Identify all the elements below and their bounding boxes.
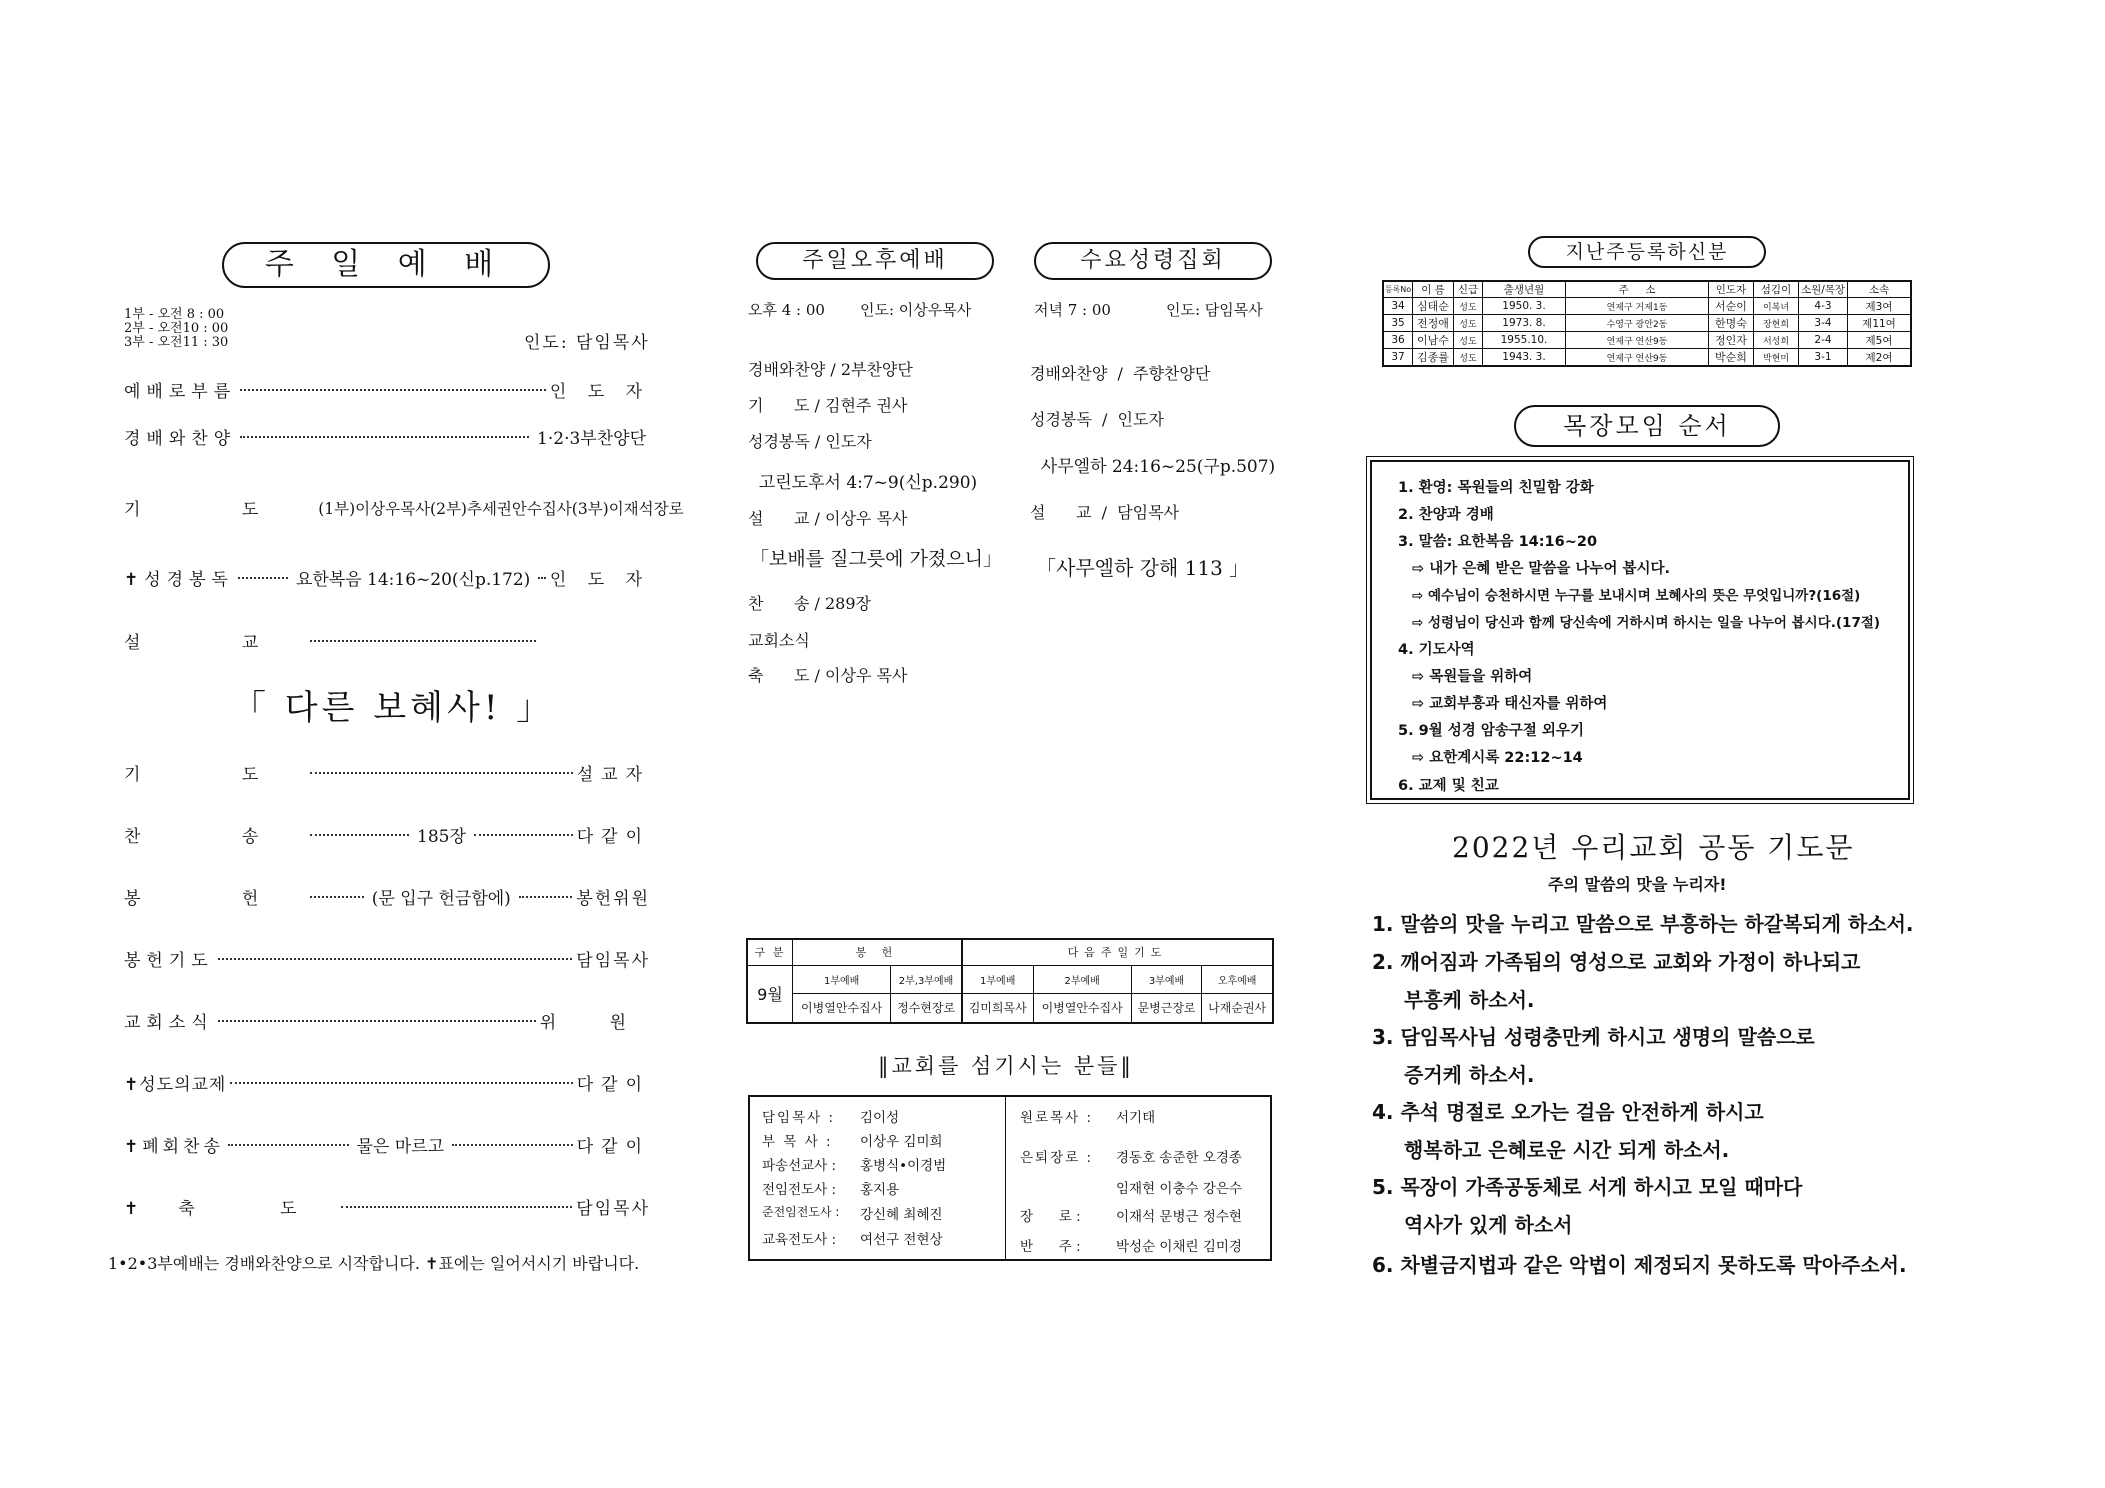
order-person: 담임목사: [576, 951, 650, 971]
wednesday-line: 사무엘하 24:16~25(구p.507): [1030, 457, 1276, 477]
closing-hymn: 물은 마르고: [356, 1137, 445, 1157]
cell: 제11여: [1848, 315, 1912, 332]
order-row-offering-prayer: [124, 946, 650, 971]
prayer-line: 6. 차별금지법과 같은 악법이 제정되지 못하도록 막아주소서.: [1372, 1253, 1907, 1277]
cell: 성도: [1454, 332, 1483, 349]
order-label: ✝폐회찬송: [124, 1137, 224, 1157]
order-person: 담임목사: [576, 1199, 650, 1219]
dot-leader: [240, 389, 546, 391]
order-row-benediction: [124, 1194, 650, 1219]
cell: 37: [1383, 349, 1413, 367]
cell: 제5여: [1848, 332, 1912, 349]
servant-role: 은퇴장로 :: [1020, 1150, 1094, 1166]
dot-leader: [310, 640, 536, 642]
prayer-title: 2022년 우리교회 공동 기도문: [1452, 831, 1855, 864]
cell: 연제구 연산9동: [1566, 332, 1709, 349]
servant-names: 이재석 문병근 정수현: [1116, 1209, 1242, 1225]
afternoon-time: 오후 4 : 00: [748, 301, 825, 319]
cell: 전정애: [1413, 315, 1454, 332]
servant-role: 담임목사 :: [762, 1110, 836, 1126]
order-person: 다같이: [576, 827, 650, 847]
wednesday-line: 설 교 / 담임목사: [1030, 503, 1179, 522]
list-item: 2. 찬양과 경배: [1398, 507, 1494, 523]
order-row-sermon: [124, 628, 540, 653]
order-label: ✝축 도: [124, 1199, 337, 1219]
cell: 제2여: [1848, 349, 1912, 367]
prayer-name: 김미희목사: [962, 993, 1033, 1023]
servant-names: 강신혜 최혜진: [860, 1207, 943, 1223]
order-person: 인 도 자: [549, 570, 650, 590]
dot-leader: [218, 1020, 536, 1022]
prayer-name: 정수현장로: [891, 993, 962, 1023]
order-label: ✝성경봉독: [124, 570, 234, 590]
service-time-1: 1부 - 오전 8 : 00: [124, 307, 225, 322]
table-row: [1383, 298, 1911, 315]
table-row: [1383, 349, 1911, 367]
cell: 한명숙: [1709, 315, 1754, 332]
wednesday-time: 저녁 7 : 00: [1034, 301, 1111, 319]
list-item: 3. 말씀: 요한복음 14:16~20: [1398, 534, 1598, 550]
order-row-scripture: [124, 565, 650, 590]
order-label: 기 도: [124, 500, 307, 520]
servant-role: 부 목 사 :: [762, 1134, 833, 1150]
cell: 연제구 거제1동: [1566, 298, 1709, 315]
cell: 36: [1383, 332, 1413, 349]
dot-leader: [228, 1144, 349, 1146]
cell: 성도: [1454, 349, 1483, 367]
subheader: 2부예배: [1033, 965, 1131, 993]
order-row-hymn: [124, 822, 650, 847]
order-row-offering: [124, 884, 650, 909]
sermon-title: 「 다른 보혜사! 」: [232, 688, 555, 728]
order-person: 설교자: [576, 765, 650, 785]
order-row-news: [124, 1008, 650, 1033]
dot-leader: [218, 958, 573, 960]
wednesday-title: 수요성령집회: [1034, 242, 1272, 280]
afternoon-title: 주일오후예배: [756, 242, 994, 280]
col-header: 소속: [1848, 281, 1912, 298]
col-header: 주 소: [1566, 281, 1709, 298]
order-row-prayer2: [124, 760, 650, 785]
order-label: ✝성도의교제: [124, 1075, 227, 1095]
prayer-line: 3. 담임목사님 성령충만케 하시고 생명의 말씀으로: [1372, 1025, 1815, 1049]
servant-role: 전임전도사 :: [762, 1182, 837, 1198]
servants-divider: [1005, 1097, 1006, 1259]
list-item: ⇨ 내가 은혜 받은 말씀을 나누어 봅시다.: [1412, 561, 1671, 577]
subheader: 오후예배: [1202, 965, 1273, 993]
prayer-line: 행복하고 은혜로운 시간 되게 하소서.: [1404, 1138, 1730, 1162]
servant-names: 임재현 이충수 강은수: [1116, 1181, 1242, 1197]
dot-leader: [310, 896, 364, 898]
cell: 심태순: [1413, 298, 1454, 315]
servant-role: 교육전도사 :: [762, 1232, 837, 1248]
table-row: [1383, 315, 1911, 332]
header-gubun: 구 분: [747, 939, 793, 965]
cell: 1955.10.: [1483, 332, 1566, 349]
list-item: ⇨ 교회부흥과 태신자를 위하여: [1412, 696, 1608, 712]
afternoon-line: 찬 송 / 289장: [748, 594, 871, 613]
order-label: 봉 헌: [124, 889, 307, 909]
list-item: 6. 교제 및 친교: [1398, 778, 1499, 794]
afternoon-line: 교회소식: [748, 631, 810, 650]
dot-leader: [341, 1206, 573, 1208]
servant-names: 홍지용: [860, 1182, 900, 1198]
service-time-3: 3부 - 오전11 : 30: [124, 335, 229, 350]
afternoon-line: 축 도 / 이상우 목사: [748, 666, 908, 685]
cell: 1973. 8.: [1483, 315, 1566, 332]
prayer-name: 문병근장로: [1131, 993, 1202, 1023]
cell: 서순이: [1709, 298, 1754, 315]
col-header: 등록No: [1383, 281, 1413, 298]
list-item: 4. 기도사역: [1398, 642, 1475, 658]
order-label: 봉헌기도: [124, 951, 214, 971]
header-next-prayer: 다음주일기도: [962, 939, 1273, 965]
order-label: 기 도: [124, 765, 307, 785]
order-label: 교회소식: [124, 1013, 214, 1033]
sunday-leader: 인도: 담임목사: [524, 333, 650, 353]
list-item: ⇨ 요한계시록 22:12~14: [1412, 750, 1583, 766]
order-person: 봉헌위원: [576, 889, 651, 909]
servant-names: 박성순 이채린 김미경: [1116, 1239, 1242, 1255]
servant-role: 원로목사 :: [1020, 1110, 1094, 1126]
cell: 수영구 광안2동: [1566, 315, 1709, 332]
afternoon-line: 설 교 / 이상우 목사: [748, 509, 908, 528]
cell: 서성희: [1754, 332, 1799, 349]
prayer-line: 증거케 하소서.: [1404, 1063, 1535, 1087]
offering-note: (문 입구 헌금함에): [371, 889, 511, 909]
hymn-number: 185장: [417, 827, 466, 847]
prayer-line: 2. 깨어짐과 가족됨의 영성으로 교회와 가정이 하나되고: [1372, 950, 1861, 974]
servant-names: 여선구 전현상: [860, 1232, 943, 1248]
cell: 4-3: [1799, 298, 1848, 315]
order-person: 다같이: [576, 1075, 650, 1095]
cell: 연제구 연산9동: [1566, 349, 1709, 367]
order-row-closing-hymn: [124, 1132, 650, 1157]
cell: 2-4: [1799, 332, 1848, 349]
cell: 3-1: [1799, 349, 1848, 367]
order-label: 찬 송: [124, 827, 307, 847]
wednesday-line: 성경봉독 / 인도자: [1030, 410, 1164, 429]
prayer-line: 역사가 있게 하소서: [1404, 1213, 1573, 1237]
order-row-praise: [124, 424, 650, 449]
cell: 박현미: [1754, 349, 1799, 367]
dot-leader: [310, 772, 572, 774]
afternoon-leader: 인도: 이상우목사: [860, 301, 972, 319]
order-label: 설 교: [124, 633, 307, 653]
cell: 제3여: [1848, 298, 1912, 315]
order-label: 경배와찬양: [124, 429, 237, 449]
prayer-name: 이병열안수집사: [793, 993, 891, 1023]
order-person: 위 원: [539, 1013, 650, 1033]
wednesday-line: 경배와찬양 / 주향찬양단: [1030, 364, 1211, 383]
dot-leader: [240, 436, 529, 438]
servants-title: ‖교회를 섬기시는 분들‖: [878, 1054, 1134, 1078]
dot-leader: [519, 896, 573, 898]
col-header: 이 름: [1413, 281, 1454, 298]
servant-role: 반 주 :: [1020, 1239, 1081, 1255]
col-header: 소원/목장: [1799, 281, 1848, 298]
scripture-ref: 요한복음 14:16~20(신p.172): [295, 570, 531, 590]
col-header: 섬김이: [1754, 281, 1799, 298]
afternoon-line: 고린도후서 4:7~9(신p.290): [748, 473, 978, 493]
dot-leader: [310, 834, 409, 836]
col-header: 인도자: [1709, 281, 1754, 298]
servant-role: 파송선교사 :: [762, 1158, 837, 1174]
prayer-name: 나재순권사: [1202, 993, 1273, 1023]
list-item: ⇨ 성령님이 당신과 함께 당신속에 거하시며 하시는 일을 나누어 봅시다.(17절): [1412, 615, 1881, 631]
dot-leader: [538, 577, 546, 579]
order-row-call: [124, 377, 650, 402]
servant-names: 서기태: [1116, 1110, 1156, 1126]
subheader: 1부예배: [793, 965, 891, 993]
cell: 박순희: [1709, 349, 1754, 367]
order-row-fellowship: [124, 1070, 650, 1095]
cell: 정인자: [1709, 332, 1754, 349]
cell: 성도: [1454, 315, 1483, 332]
cell: 장현희: [1754, 315, 1799, 332]
cell: 1950. 3.: [1483, 298, 1566, 315]
order-person: 1·2·3부찬양단: [537, 429, 646, 449]
subheader: 3부예배: [1131, 965, 1202, 993]
cell: 김종률: [1413, 349, 1454, 367]
dot-leader: [230, 1082, 572, 1084]
order-person: 인 도 자: [549, 382, 650, 402]
dot-leader: [452, 1144, 573, 1146]
cell: 이남수: [1413, 332, 1454, 349]
cell: 3-4: [1799, 315, 1848, 332]
col-header: 출생년월: [1483, 281, 1566, 298]
servant-role: 장 로 :: [1020, 1209, 1081, 1225]
cell: 1943. 3.: [1483, 349, 1566, 367]
subheader: 1부예배: [962, 965, 1033, 993]
cell: 성도: [1454, 298, 1483, 315]
prayer-line: 4. 추석 명절로 오가는 걸음 안전하게 하시고: [1372, 1100, 1764, 1124]
prayer-line: 1. 말씀의 맛을 누리고 말씀으로 부흥하는 하갈복되게 하소서.: [1372, 912, 1914, 936]
afternoon-line: 기 도 / 김현주 권사: [748, 396, 908, 415]
sunday-footnote: 1•2•3부예배는 경배와찬양으로 시작합니다. ✝표에는 일어서시기 바랍니다.: [108, 1254, 640, 1273]
servant-role: 준전임전도사 :: [762, 1205, 840, 1219]
order-person: 다같이: [576, 1137, 651, 1157]
list-item: ⇨ 예수님이 승천하시면 누구를 보내시며 보혜사의 뜻은 무엇입니까?(16절): [1412, 588, 1861, 604]
subheader: 2부,3부예배: [891, 965, 962, 993]
prayer-line: 5. 목장이 가족공동체로 서게 하시고 모일 때마다: [1372, 1175, 1803, 1199]
prayer-subtitle: 주의 말씀의 맛을 누리자!: [1548, 875, 1727, 894]
cell: 34: [1383, 298, 1413, 315]
order-row-prayer: [124, 495, 684, 520]
newcomers-title: 지난주등록하신분: [1528, 236, 1766, 268]
servant-names: 김이성: [860, 1110, 900, 1126]
month-cell: 9월: [747, 965, 793, 1023]
servant-names: 경동호 송준한 오경종: [1116, 1150, 1242, 1166]
table-row: [1383, 332, 1911, 349]
sunday-title: 주 일 예 배: [222, 242, 550, 288]
mokjang-title: 목장모임 순서: [1514, 405, 1780, 447]
wednesday-sermon: 「사무엘하 강해 113 」: [1036, 556, 1250, 580]
service-time-2: 2부 - 오전10 : 00: [124, 321, 229, 336]
afternoon-line: 경배와찬양 / 2부찬양단: [748, 360, 913, 379]
afternoon-sermon: 「보배를 질그릇에 가졌으니」: [750, 548, 1002, 570]
order-label: 예배로부름: [124, 382, 237, 402]
servant-names: 이상우 김미희: [860, 1134, 943, 1150]
dot-leader: [474, 834, 573, 836]
prayer-duty-table: [746, 938, 1274, 1024]
col-header: 신급: [1454, 281, 1483, 298]
order-person: (1부)이상우목사(2부)추세권안수집사(3부)이재석장로: [318, 499, 684, 518]
dot-leader: [238, 577, 288, 579]
wednesday-leader: 인도: 담임목사: [1166, 301, 1263, 319]
cell: 35: [1383, 315, 1413, 332]
prayer-line: 부흥케 하소서.: [1404, 988, 1535, 1012]
cell: 이복녀: [1754, 298, 1799, 315]
newcomers-table: [1382, 280, 1912, 367]
list-item: 1. 환영: 목원들의 친밀함 강화: [1398, 480, 1594, 496]
header-offering: 봉 헌: [793, 939, 962, 965]
prayer-name: 이병열안수집사: [1033, 993, 1131, 1023]
afternoon-line: 성경봉독 / 인도자: [748, 432, 872, 451]
list-item: ⇨ 목원들을 위하여: [1412, 669, 1533, 685]
list-item: 5. 9월 성경 암송구절 외우기: [1398, 723, 1584, 739]
servant-names: 홍병식•이경범: [860, 1158, 947, 1174]
